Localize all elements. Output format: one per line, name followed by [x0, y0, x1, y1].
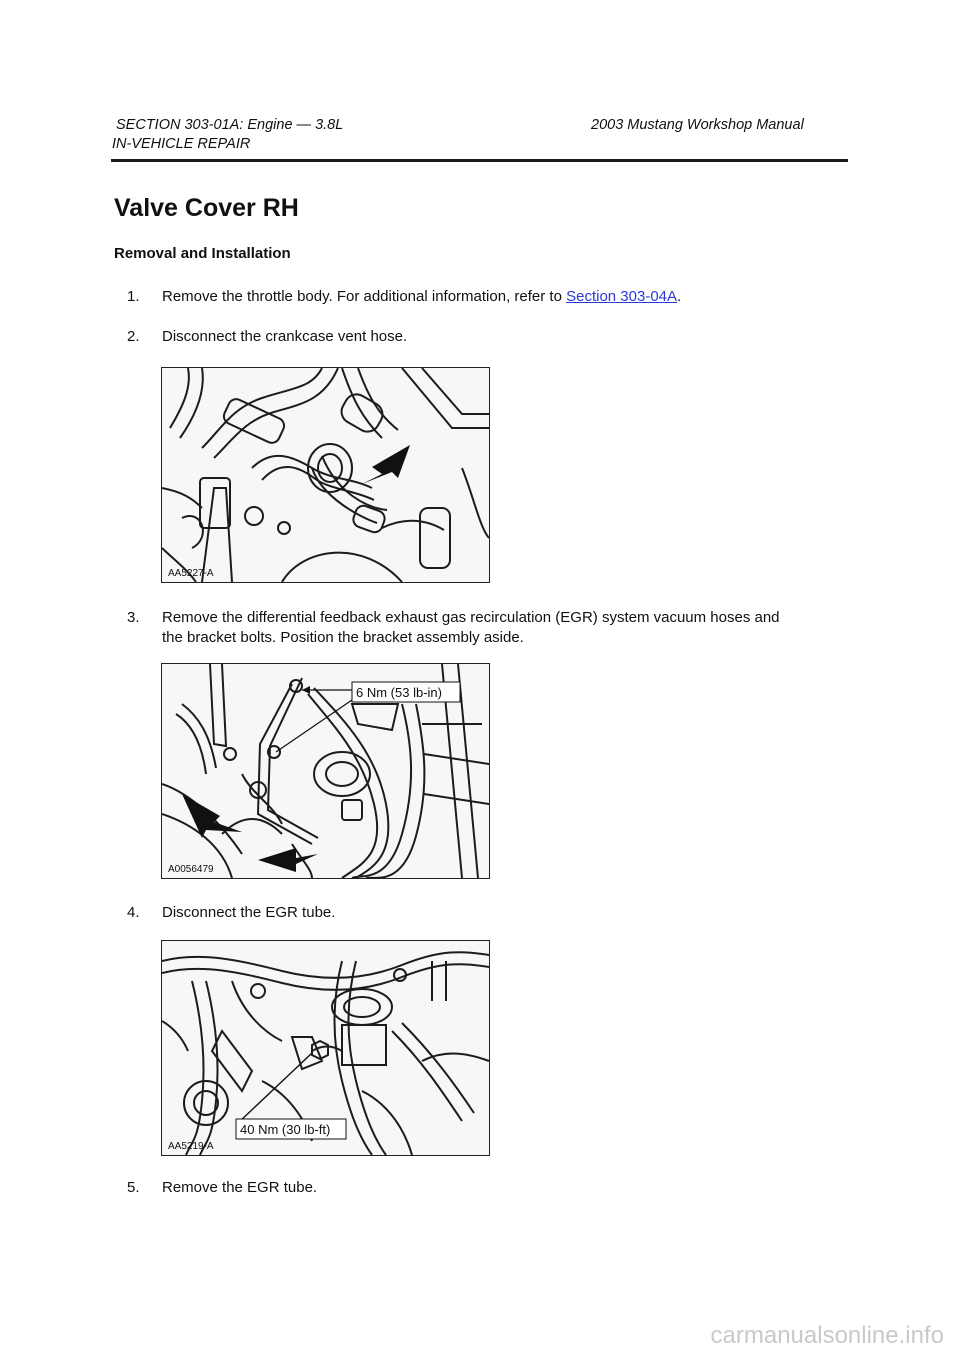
figure-id: A0056479 — [168, 864, 214, 875]
figure-id: AA5219-A — [168, 1141, 214, 1152]
step-number: 1. — [127, 288, 140, 305]
section-303-04a-link[interactable]: Section 303-04A — [566, 288, 678, 305]
step-text-line-2: the bracket bolts. Position the bracket assembly aside. — [162, 629, 524, 646]
header-divider — [111, 159, 848, 162]
engine-illustration — [162, 941, 489, 1155]
egr-vacuum-hoses-figure — [161, 663, 490, 879]
step-number: 3. — [127, 609, 140, 626]
step-number: 5. — [127, 1179, 140, 1196]
section-subtitle: Removal and Installation — [114, 245, 291, 262]
step-text: Disconnect the EGR tube. — [162, 904, 336, 921]
watermark: carmanualsonline.info — [710, 1322, 944, 1349]
header-section: SECTION 303-01A: Engine — 3.8L — [116, 117, 344, 133]
egr-tube-figure — [161, 940, 490, 1156]
header-manual-title: 2003 Mustang Workshop Manual — [591, 117, 804, 133]
figure-id: AA5227-A — [168, 568, 214, 579]
step-number: 2. — [127, 328, 140, 345]
page-title: Valve Cover RH — [114, 194, 299, 222]
step-number: 4. — [127, 904, 140, 921]
crankcase-vent-hose-figure — [161, 367, 490, 583]
step-text: Remove the throttle body. For additional information, refer to Section 303-04A. — [162, 288, 682, 305]
torque-callout: 40 Nm (30 lb-ft) — [240, 1122, 331, 1137]
step-text-line-1: Remove the differential feedback exhaust gas recirculation (EGR) system vacuum hoses and — [162, 609, 780, 626]
engine-illustration — [162, 368, 489, 582]
step-text: Remove the EGR tube. — [162, 1179, 318, 1196]
torque-callout: 6 Nm (53 lb-in) — [356, 685, 442, 700]
header-chapter: IN-VEHICLE REPAIR — [112, 136, 251, 152]
step-text: Disconnect the crankcase vent hose. — [162, 328, 408, 345]
engine-illustration — [162, 664, 489, 878]
